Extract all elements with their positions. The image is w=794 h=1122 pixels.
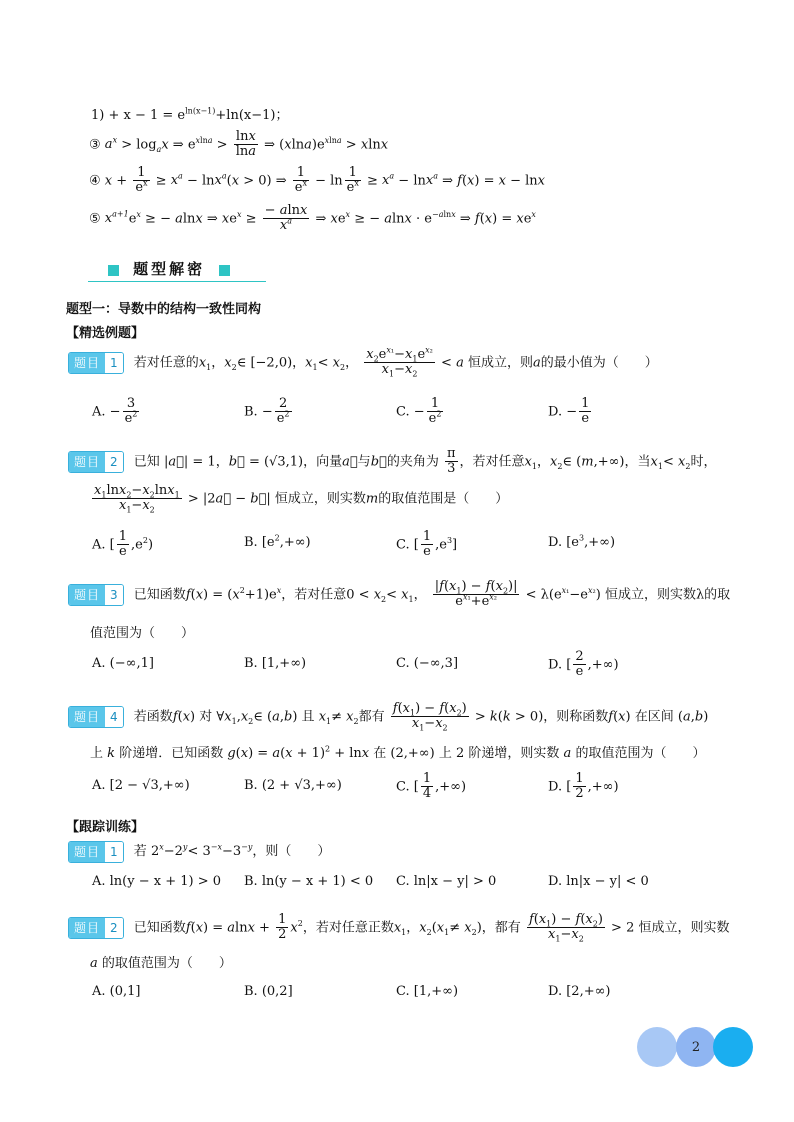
t2-option-b[interactable]: B. (0,2] [244, 984, 293, 999]
question-badge: 题目 3 [68, 584, 124, 606]
t2-option-a[interactable]: A. (0,1] [92, 984, 141, 999]
t1-option-a[interactable]: A. ln(y − x + 1) > 0 [92, 874, 222, 889]
selected-examples-heading: 【精选例题】 [66, 326, 145, 341]
section-underline [88, 281, 266, 282]
type-heading: 题型一：导数中的结构一致性同构 [66, 302, 262, 317]
question-1: 题目 1 若对任意的$x_1$，$x_2\in$ [−2,0)，$x_1< x_2$， $\frac{x_2e^{x_1}-x_1e^{x_2}}{x_1-x_2}$ < a 恒成立，则a的最小值为（ ） [68, 348, 658, 378]
t2-option-c[interactable]: C. [1,+∞) [396, 984, 459, 999]
q3-option-c[interactable]: C. (−∞,3] [396, 656, 459, 671]
section-title: 题型解密 [133, 260, 206, 278]
q1-option-a[interactable]: A. − $\frac{3}{e^2}$ [92, 396, 138, 427]
training-question-2-line-2: a 的取值范围为（ ） [90, 956, 232, 971]
q2-option-c[interactable]: C. [ $\frac{1}{e}$ $,e^3$] [396, 529, 458, 560]
q4-option-b[interactable]: B. (2 + √3,+∞) [244, 778, 342, 793]
question-4-line-2: 上 k 阶递增．已知函数 $g(x) = a(x + 1)^2 + \ln x$ 在 (2,+∞) 上 2 阶递增，则实数 a 的取值范围为（ ） [90, 744, 706, 761]
question-2-line-2: $\frac{x_1\ln x_2-x_2\ln x_1}{x_1-x_2}$ > |2a⃗ − b⃗| 恒成立，则实数m的取值范围是（ ） [94, 483, 509, 515]
q4-option-d[interactable]: D. [ $\frac{1}{2}$ ,+∞) [548, 771, 619, 802]
question-3: 题目 3 已知函数$f(x) = (x^2+1)e^x$，若对任意$0 < x_2< x_1$， $\frac{|f(x_1) - f(x_2)|}{e^{x_1}+e^{x_2}}$ < $\lambda(e^{x_1}-e^{x_2})$ 恒成立，则实数λ的取 [68, 580, 730, 610]
q2-option-b[interactable]: B. $[e^2,+\infty)$ [244, 533, 311, 550]
q3-option-d[interactable]: D. [ $\frac{2}{e}$ ,+∞) [548, 649, 619, 680]
page-circle-left [637, 1027, 677, 1067]
question-4: 题目 4 若函数f(x) 对 $\forall x_1,x_2\in$ (a,b) 且 $x_1\ne x_2$都有 $\frac{f(x_1) - f(x_2)}{x_1-x_2}$ > k(k > 0)，则称函数f(x) 在区间 (a,b) [68, 702, 708, 732]
derivation-line-5: ⑤ $x^{a+1}e^x$ ≥ − alnx ⇒ $xe^x$ ≥ $\frac{- alnx}{x^a}$ ⇒ $xe^x$ ≥ − $alnx \cdot e^{-alnx}$ ⇒ $f(x) = xe^x$ [89, 203, 536, 234]
q2-option-d[interactable]: D. $[e^3,+\infty)$ [548, 533, 616, 550]
q4-option-c[interactable]: C. [ $\frac{1}{4}$ ,+∞) [396, 771, 467, 802]
derivation-line-4: ④ x + $\frac{1}{e^x}$ ≥ $x^a - \ln x^a(x > 0)$ ⇒ $\frac{1}{e^x}$ − ln $\frac{1}{e^x}$ ≥ $x^a - \ln x^a$ ⇒ f(x) = x − lnx [89, 165, 545, 196]
question-badge: 题目 1 [68, 841, 124, 863]
q1-option-d[interactable]: D. − $\frac{1}{e}$ [548, 396, 590, 427]
question-3-line-2: 值范围为（ ） [90, 626, 195, 641]
t2-option-d[interactable]: D. [2,+∞) [548, 984, 611, 999]
q1-option-b[interactable]: B. − $\frac{2}{e^2}$ [244, 396, 290, 427]
derivation-line-3: ③ $a^x > \log_ax$ ⇒ $e^{xlna}$ > $\frac{\ln x}{\ln a}$ ⇒ $(xlna)e^{xlna} > xlnx$ [89, 129, 389, 160]
t1-option-c[interactable]: C. ln|x − y| > 0 [396, 874, 497, 889]
training-question-2: 题目 2 已知函数f(x) = alnx + $\frac{1}{2}$ $x^2$，若对任意正数$x_1$，$x_2(x_1\ne x_2)$，都有 $\frac{f(x_1) - f(x_2)}{x_1-x_2}$ > 2 恒成立，则实数 [68, 913, 729, 943]
q3-option-b[interactable]: B. [1,+∞) [244, 656, 307, 671]
tracking-heading: 【跟踪训练】 [66, 820, 145, 835]
question-badge: 题目 2 [68, 451, 124, 473]
page-circle-right [713, 1027, 753, 1067]
question-badge: 题目 4 [68, 706, 124, 728]
square-marker-left [108, 265, 119, 276]
question-badge: 题目 2 [68, 917, 124, 939]
derivation-line-1: $1) + x - 1 = e^{ln(x-1)}+\ln(x-1)$； [91, 106, 289, 123]
question-badge: 题目 1 [68, 352, 124, 374]
training-question-1: 题目 1 若 $2^x-2^y< 3^{-x}-3^{-y}$，则（ ） [68, 840, 330, 863]
square-marker-right [219, 265, 230, 276]
question-2: 题目 2 已知 |a⃗| = 1，b⃗ = (√3,1)，向量a⃗与b⃗的夹角为 $\frac{\pi}{3}$ ，若对任意$x_1$，$x_2\in$ (m,+∞)，当$x_1< x_2$时， [68, 447, 716, 477]
t1-option-d[interactable]: D. ln|x − y| < 0 [548, 874, 649, 889]
section-header [108, 258, 230, 279]
t1-option-b[interactable]: B. ln(y − x + 1) < 0 [244, 874, 374, 889]
page-number: 2 [691, 1039, 701, 1055]
q1-option-c[interactable]: C. − $\frac{1}{e^2}$ [396, 396, 442, 427]
q4-option-a[interactable]: A. [2 − √3,+∞) [92, 778, 190, 793]
q2-option-a[interactable]: A. [ $\frac{1}{e}$ $,e^2$) [92, 529, 154, 560]
q3-option-a[interactable]: A. (−∞,1] [92, 656, 154, 671]
page-circle-middle [676, 1027, 716, 1067]
